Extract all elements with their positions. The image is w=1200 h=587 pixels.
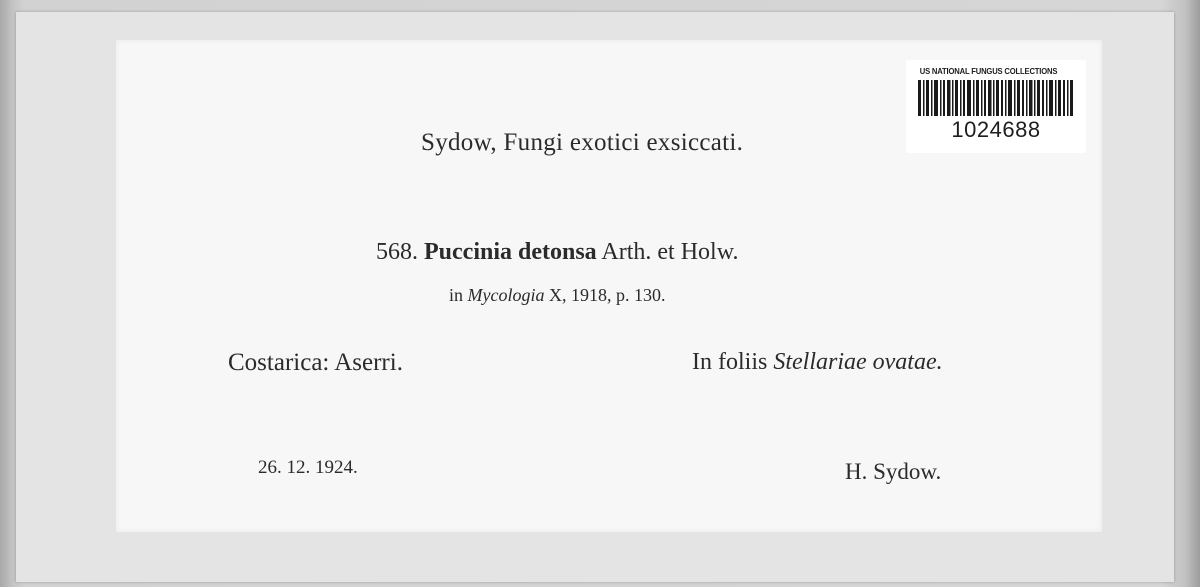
species-epithet: detonsa [518,239,597,265]
host-prefix: In foliis [692,349,768,375]
host-name: Stellariae ovatae. [773,349,943,375]
barcode-number: 1024688 [951,117,1041,142]
genus-name: Puccinia [424,239,512,265]
collection-date: 26. 12. 1924. [258,457,358,478]
species-line [376,239,738,266]
publication-journal: Mycologia [467,285,545,305]
collector-name: H. Sydow. [845,459,942,484]
publication-reference [449,285,666,306]
barcode-icon [918,80,1074,116]
exsiccata-number: 568. [376,239,418,265]
publication-details: X, 1918, p. 130. [549,285,666,305]
host-substrate [692,349,943,376]
series-title: Sydow, Fungi exotici exsiccati. [421,129,744,156]
species-authority: Arth. et Holw. [601,239,739,265]
barcode-label [906,60,1086,153]
publication-prefix: in [449,285,464,305]
barcode-institution: US NATIONAL FUNGUS COLLECTIONS [919,66,1058,76]
locality: Costarica: Aserri. [228,349,403,376]
